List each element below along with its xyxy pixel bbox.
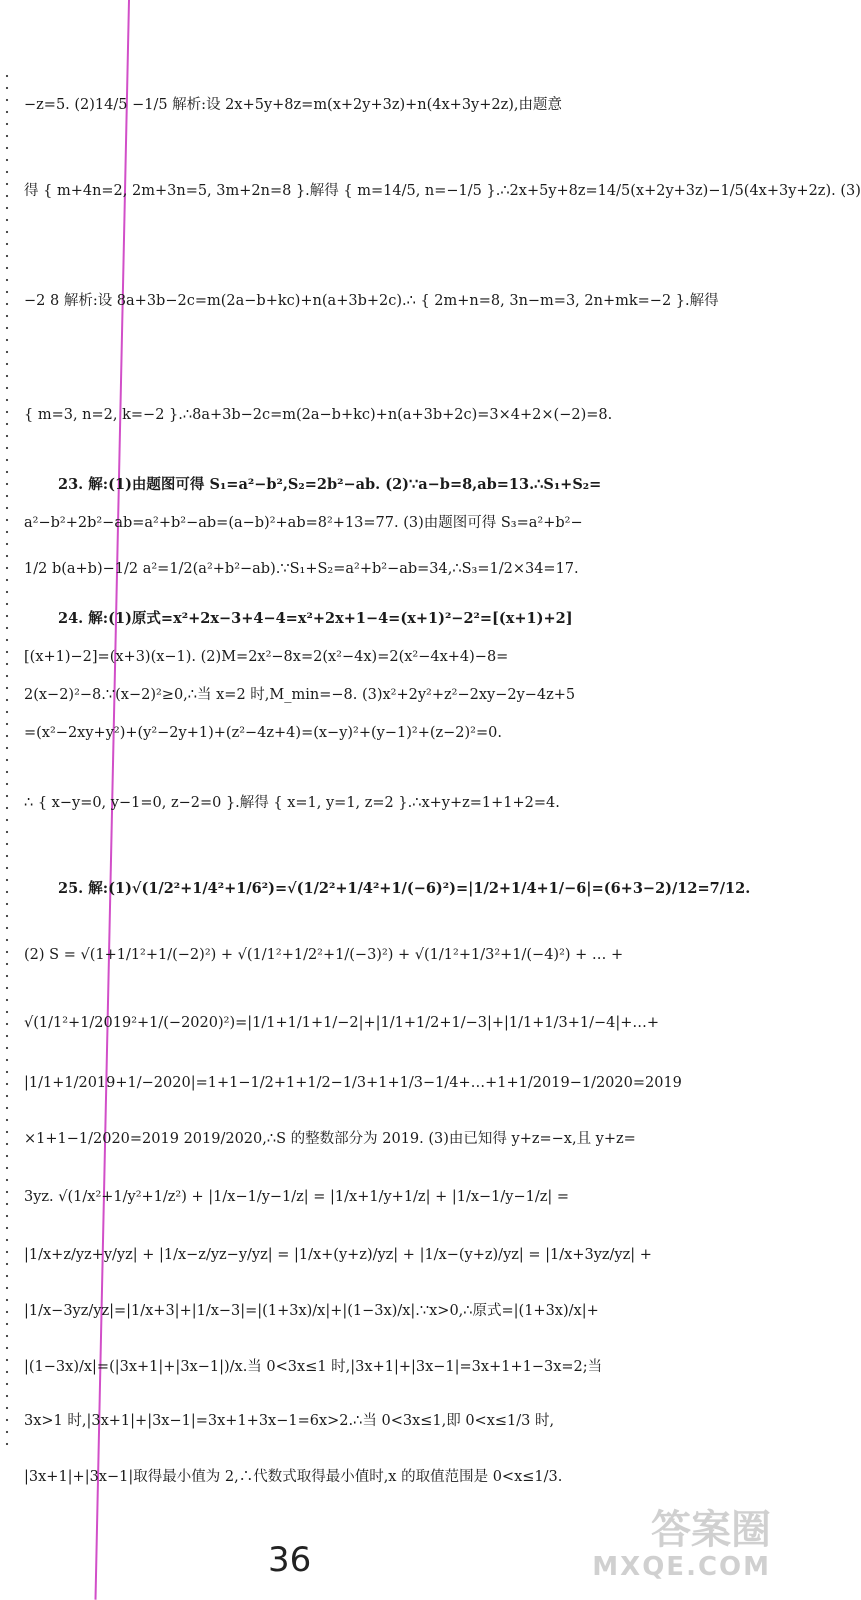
problem-25-line: 25. 解:(1)√(1/2²+1/4²+1/6²)=√(1/2²+1/4²+1/(−6)²)=|1/2+1/4+1/−6|=(6+3−2)/12=7/12. <box>58 880 751 897</box>
text-line: |3x+1|+|3x−1|取得最小值为 2,∴代数式取得最小值时,x 的取值范围是 0<x≤1/3. <box>24 1469 563 1485</box>
text-line: √(1/1²+1/2019²+1/(−2020)²)=|1/1+1/1+1/−2|+|1/1+1/2+1/−3|+|1/1+1/3+1/−4|+…+ <box>24 1015 660 1031</box>
text-line: 1/2 b(a+b)−1/2 a²=1/2(a²+b²−ab).∵S₁+S₂=a²+b²−ab=34,∴S₃=1/2×34=17. <box>24 561 579 577</box>
text-line: 3yz. √(1/x²+1/y²+1/z²) + |1/x−1/y−1/z| = |1/x+1/y+1/z| + |1/x−1/y−1/z| = <box>24 1189 569 1205</box>
text-line: |(1−3x)/x|=(|3x+1|+|3x−1|)/x.当 0<3x≤1 时,|3x+1|+|3x−1|=3x+1+1−3x=2;当 <box>24 1359 603 1375</box>
text-line: −2 8 解析:设 8a+3b−2c=m(2a−b+kc)+n(a+3b+2c).∴ { 2m+n=8, 3n−m=3, 2n+mk=−2 }.解得 <box>24 293 719 309</box>
site-watermark <box>592 1508 771 1582</box>
text-line: =(x²−2xy+y²)+(y²−2y+1)+(z²−4z+4)=(x−y)²+(y−1)²+(z−2)²=0. <box>24 725 502 741</box>
text-line: |1/1+1/2019+1/−2020|=1+1−1/2+1+1/2−1/3+1+1/3−1/4+…+1+1/2019−1/2020=2019 <box>24 1075 682 1091</box>
text-line: |1/x+z/yz+y/yz| + |1/x−z/yz−y/yz| = |1/x+(y+z)/yz| + |1/x−(y+z)/yz| = |1/x+3yz/yz| + <box>24 1247 652 1263</box>
watermark-url: MXQE.COM <box>592 1552 771 1582</box>
text-line: [(x+1)−2]=(x+3)(x−1). (2)M=2x²−8x=2(x²−4x)=2(x²−4x+4)−8= <box>24 649 509 665</box>
text-line: { m=3, n=2, k=−2 }.∴8a+3b−2c=m(2a−b+kc)+n(a+3b+2c)=3×4+2×(−2)=8. <box>24 407 613 423</box>
text-line: a²−b²+2b²−ab=a²+b²−ab=(a−b)²+ab=8²+13=77. (3)由题图可得 S₃=a²+b²− <box>24 515 583 531</box>
text-line: ∴ { x−y=0, y−1=0, z−2=0 }.解得 { x=1, y=1, z=2 }.∴x+y+z=1+1+2=4. <box>24 795 560 811</box>
text-line: −z=5. (2)14/5 −1/5 解析:设 2x+5y+8z=m(x+2y+3z)+n(4x+3y+2z),由题意 <box>24 97 563 113</box>
binding-margin-dots <box>4 70 10 1450</box>
page-number: 36 <box>268 1540 312 1580</box>
text-line: |1/x−3yz/yz|=|1/x+3|+|1/x−3|=|(1+3x)/x|+|(1−3x)/x|.∵x>0,∴原式=|(1+3x)/x|+ <box>24 1303 599 1319</box>
problem-23-line: 23. 解:(1)由题图可得 S₁=a²−b²,S₂=2b²−ab. (2)∵a−b=8,ab=13.∴S₁+S₂= <box>58 476 602 493</box>
text-line: ×1+1−1/2020=2019 2019/2020,∴S 的整数部分为 2019. (3)由已知得 y+z=−x,且 y+z= <box>24 1131 636 1147</box>
text-line: 得 { m+4n=2, 2m+3n=5, 3m+2n=8 }.解得 { m=14/5, n=−1/5 }.∴2x+5y+8z=14/5(x+2y+3z)−1/5(4x+3y+2z). (3) <box>24 183 861 199</box>
text-line: 3x>1 时,|3x+1|+|3x−1|=3x+1+3x−1=6x>2.∴当 0<3x≤1,即 0<x≤1/3 时, <box>24 1413 555 1429</box>
problem-24-line: 24. 解:(1)原式=x²+2x−3+4−4=x²+2x+1−4=(x+1)²−2²=[(x+1)+2] <box>58 610 573 627</box>
watermark-logo-text: 答案圈 <box>651 1507 771 1553</box>
text-line: (2) S = √(1+1/1²+1/(−2)²) + √(1/1²+1/2²+1/(−3)²) + √(1/1²+1/3²+1/(−4)²) + … + <box>24 947 624 963</box>
text-line: 2(x−2)²−8.∵(x−2)²≥0,∴当 x=2 时,M_min=−8. (3)x²+2y²+z²−2xy−2y−4z+5 <box>24 687 576 703</box>
